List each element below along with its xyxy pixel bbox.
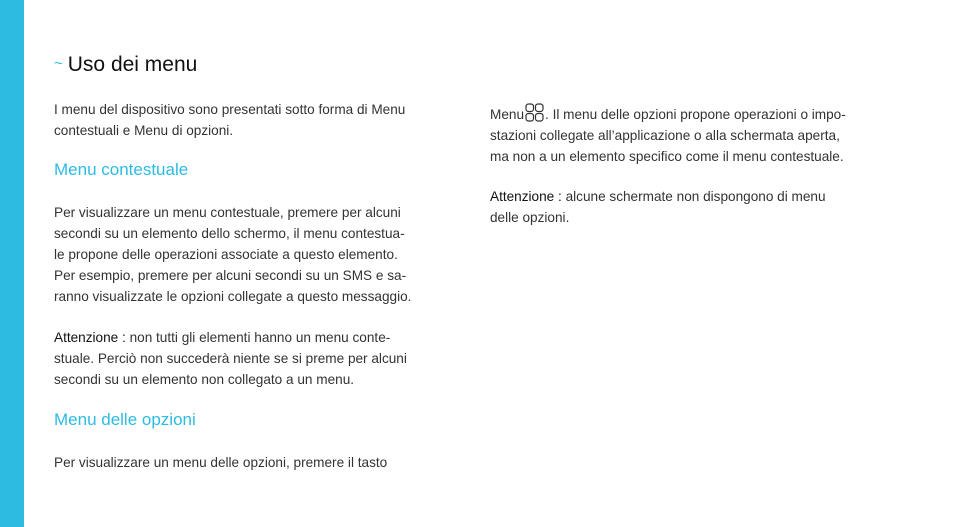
options-menu-note-line-2: delle opzioni. [490, 210, 570, 225]
context-menu-note-label: Attenzione : [54, 330, 126, 345]
options-menu-heading: Menu delle opzioni [54, 410, 196, 429]
context-menu-body [54, 202, 458, 307]
context-menu-line-5: ranno visualizzate le opzioni collegate a questo messaggio. [54, 289, 412, 304]
context-menu-note-line-2: stuale. Perciò non succederà niente se si preme per alcuni [54, 351, 407, 366]
page-title-text: Uso dei menu [67, 53, 198, 76]
options-menu-body-left [54, 452, 458, 473]
menu-grid-icon [525, 103, 544, 122]
context-menu-line-4: Per esempio, premere per alcuni secondi su un SMS e sa- [54, 268, 407, 283]
options-menu-right-line-3: ma non a un elemento specifico come il menu contestuale. [490, 149, 844, 164]
options-menu-word-menu: Menu [490, 107, 525, 122]
title-tilde: ~ [54, 55, 63, 72]
context-menu-note-line-3: secondi su un elemento non collegato a un menu. [54, 372, 355, 387]
options-menu-body-right [490, 103, 894, 167]
context-menu-note [54, 327, 458, 390]
options-menu-note-line-1: alcune schermate non dispongono di menu [561, 189, 826, 204]
options-menu-left-line-1: Per visualizzare un menu delle opzioni, premere il tasto [54, 455, 388, 470]
page-title [54, 53, 197, 77]
intro-line-1: I menu del dispositivo sono presentati sotto forma di Menu [54, 102, 406, 117]
intro-line-2: contestuali e Menu di opzioni. [54, 123, 234, 138]
context-menu-note-line-1: non tutti gli elementi hanno un menu conte- [125, 330, 391, 345]
side-accent-bar [0, 0, 24, 527]
options-menu-note [490, 186, 894, 228]
options-menu-right-line-1: . Il menu delle opzioni propone operazioni o impo- [545, 107, 846, 122]
context-menu-line-1: Per visualizzare un menu contestuale, premere per alcuni [54, 205, 401, 220]
context-menu-line-2: secondi su un elemento dello schermo, il menu contestua- [54, 226, 405, 241]
context-menu-heading: Menu contestuale [54, 160, 189, 179]
options-menu-right-line-2: stazioni collegate all’applicazione o alla schermata aperta, [490, 128, 840, 143]
intro-paragraph [54, 99, 458, 141]
context-menu-line-3: le propone delle operazioni associate a questo elemento. [54, 247, 398, 262]
options-menu-note-label: Attenzione : [490, 189, 562, 204]
